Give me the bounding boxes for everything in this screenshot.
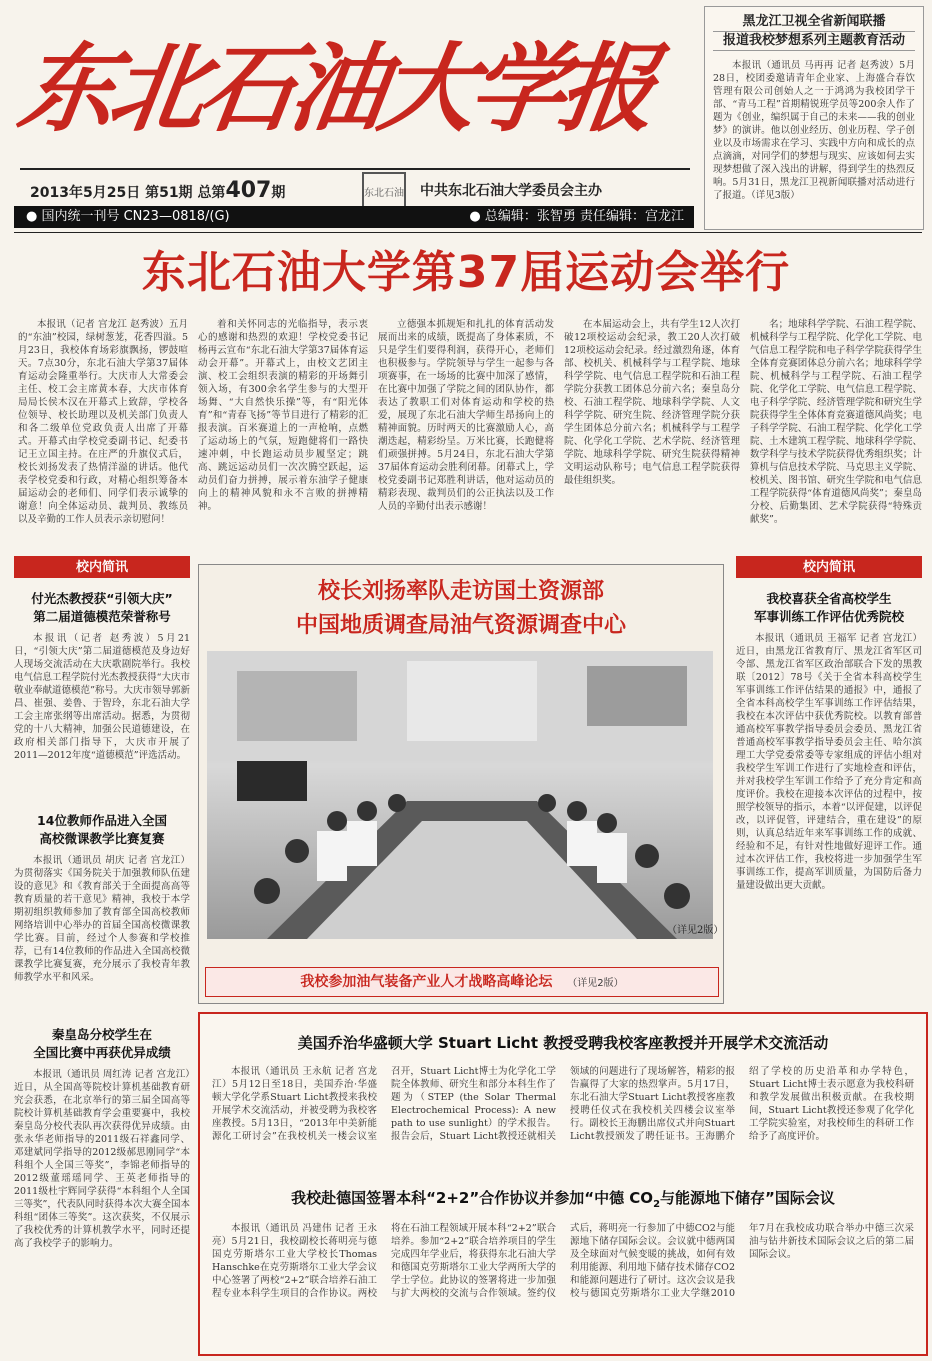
info-bar [14, 206, 694, 228]
germany-body: 本报讯（通讯员 冯建伟 记者 王永亮）5月21日，我校副校长蒋明亮与德国克劳斯塔尔工业大学校长Thomas Hanschke在克劳斯塔尔工业大学会议中心签署了两校“2+2”联合培养石油工程专业本科学生项目的合作协议。两校将在石油工程领域开展本科“2+2”联合培养。参加“2+2”联合培养项目的学生完成四年学业后，将获得东北石油大学和德国克劳斯塔尔工业大学两所大学的学士学位。此协议的签署将进一步加强与扩大两校的交流与合作领域。签约仪式后，蒋明亮一行参加了中德CO2与能源地下储存国际会议。会议就中德两国及全球面对气候变暖的挑战，如何有效利用能源、利用地下储存技术储存CO2和能源问题进行了研讨。这次会议是我校与德国克劳斯塔尔工业大学继2010年7月在我校成功联合举办中德三次采油与钻井新技术国际会议之后的第二届国际会议。 [212, 1223, 914, 1299]
dateline [30, 178, 285, 203]
photo-title-line2: 中国地质调查局油气资源调查中心 [295, 613, 626, 638]
top-right-teaser [704, 6, 924, 230]
left-item1-body: 本报讯（记者 赵秀波）5月21日，“引领大庆”第二届道德模范及身边好人现场交流活动在大庆歌剧院举行。我校电气信息工程学院付光杰教授获得“大庆市敬业奉献道德模范”称号。大庆市领导郭新昌、崔强、姜鲁、于智玲，东北石油大学工会主席张纲等出席活动。据悉，为贯彻党的十八大精神，加强公民道德建设，在政府相关部门指导下，大庆市开展了2011—2012年度“道德模范”评选活动。 [14, 633, 190, 761]
germany-headline: 我校赴德国签署本科“2+2”合作协议并参加“中德 $CO_2$与能源地下储存”国际会议 [291, 1189, 835, 1210]
sports-column-2 [198, 318, 368, 550]
forum-banner [205, 967, 719, 997]
meeting-photo [207, 651, 724, 939]
total-suffix: 期 [271, 185, 286, 201]
sports-column-4 [564, 318, 740, 550]
sports-column-3 [378, 318, 554, 550]
bottom-feature-box [198, 1012, 928, 1356]
sports-col4-text: 在本届运动会上，共有学生12人次打破12项校运动会纪录，教工20人次打破12项校运动会纪录。经过激烈角逐，体育部、校机关、机械科学与工程学院、地球科学学院、电气信息工程学院和石油工程学院分获教工团体总分前六名；秦皇岛分校、石油工程学院、地球科学学院、人文科学学院、研究生院、经济管理学院分获学生团体总分前六名；机械科学与工程学院、化学化工学院、艺术学院、经济管理学院、地球科学学院、研究生院获得精神文明运动队称号；电气信息工程学院获得最佳组织奖。 [564, 319, 740, 486]
teaser-title-line2: 报道我校梦想系列主题教育活动 [713, 32, 915, 51]
sports-col3-text: 立德强本抓规矩和扎扎的体育活动发展而出来的成绩，既提高了身体素质，不只是学生们要得利润，获得开心，老师们也积极参与。学院领导与学生一起参与各项赛事，在一场场的比赛中加深了感情，在比赛中加强了学院之间的团队协作，都表达了教职工们对体育运动和学校的热爱，展现了东北石油大学师生昂扬向上的精神面貌。历时两天的比赛激励人心，高潮迭起，精彩纷呈。万米比赛，长跑健将们顽强拼搏。5月24日，东北石油大学第37届体育运动会胜利闭幕。闭幕式上，学校党委副书记郑胜利讲话，他对运动员的精彩表现、裁判员们的公正执法以及工作人员的辛勤付出表示感谢！ [378, 319, 554, 512]
right-tab-label: 校内简讯 [736, 558, 922, 578]
sports-col2-text: 着和关怀同志的光临指导，表示衷心的感谢和热烈的欢迎！学校党委书记杨再云宣布“东北石油大学第37届体育运动会开幕”。开幕式上，由校文艺团主演、校工会组织表演的精彩的开场舞引领入场，有300余名学生参与的大型开场舞、“大自然快乐操”等，有“阳光体育”和“青春飞扬”等节目进行了精彩的汇报表演。百米赛道上的一声枪响，点燃了运动场上的气氛，短跑健将们一路快速冲刺，中长跑运动员步履坚定；跳高、跳远运动员们一次次腾空跃起，运动员们奋力拼搏，展示着东油学子健康向上的精神风貌和永不言败的拼搏精神。 [198, 319, 368, 512]
issue-number: 第51期 [145, 185, 193, 201]
teaser-title [705, 7, 923, 51]
teaser-body-text: 本报讯（通讯员 马再再 记者 赵秀波）5月28日，校团委邀请青年企业家、上海盛合春饮管理有限公司创始人之一于鸿鸿为我校团学干部、“青马工程”首期精锐班学员等200余人作了题为《创业，编织属于自己的未来——我的创业梦》的演讲。他以创业经历、创业历程、学子创业以及市场需求在学习、实践中方向和成长的点点滴滴，对同学们的梦想与现实、应该如何去实现梦想做了深入浅出的讲解，得到学生的热烈反响。5月31日，黑龙江卫视新闻联播对活动进行了报道。（详见3版） [713, 60, 915, 201]
right-news-column [736, 556, 922, 1006]
headline-rule [14, 232, 922, 233]
stuart-headline: 美国乔治华盛顿大学 Stuart Licht 教授受聘我校客座教授并开展学术交流活动 [297, 1034, 829, 1052]
right-item-body: 本报讯（通讯员 王福军 记者 宫龙江）近日，由黑龙江省教育厅、黑龙江省军区司令部、黑龙江省军区政治部联合下发的黑教联〔2012〕78号《关于全省本科高校学生军事训练工作评估结果的通报》中，通报了全省本科高校学生军事训练工作评估结果，我校在本次评估中获优秀院校。以教育部普通高校军事教学指导委员会委员、黑龙江省普通高校军事教学指导委员会主任、哈尔滨理工大学党委常委等专家组成的评估小组对我校学生军训工作进行了实地检查和评估，并对我校学生军训工作给予了充分肯定和高度评价。我校在迎接本次评估的过程中，按照学校领导的指示，本着“以评促建，以评促改，以评促管，评建结合，重在建设”的原则，认真总结近年来军事训练工作的成就、经验和不足，有针对性地做好迎评工作。通过本次评估工作，我校将进一步加强学生军事训练工作，提高军训质量，为国防后备力量建设做出更大贡献。 [736, 633, 922, 891]
photo-title [199, 575, 723, 643]
sports-column-1 [18, 318, 188, 550]
forum-banner-ref: （详见2版） [567, 978, 624, 989]
newspaper-logo: 东北石油大学报 [12, 32, 659, 145]
meeting-photo-illustration [207, 651, 724, 939]
right-item-title: 我校喜获全省高校学生 军事训练工作评估优秀院校 [753, 591, 904, 624]
total-number: 407 [225, 178, 272, 203]
serial-number: ● 国内统一刊号 CN23—0818/(G) [26, 209, 230, 224]
main-headline: 东北石油大学第37届运动会举行 [141, 247, 791, 298]
left-item2-body: 本报讯（通讯员 胡庆 记者 宫龙江）为贯彻落实《国务院关于加强教师队伍建设的意见》和《教育部关于全面提高高等教育质量的若干意见》精神，我校于本学期初组织教师参加了教育部全国高校教师网络培训中心举办的首届全国高校微课教学比赛。目前，经过个人参赛和学校推荐，已有14位教师的作品进入全国高校微课教学比赛复赛，充分展示了我校青年教师教学水平和风采。 [14, 855, 190, 983]
teaser-body [713, 59, 915, 227]
editor-credits: ● 总编辑：张智勇 责任编辑：宫龙江 [469, 209, 684, 224]
issue-date: 2013年5月25日 [30, 185, 141, 201]
photo-caption: （详见2版） [667, 925, 724, 936]
forum-banner-text: 我校参加油气装备产业人才战略高峰论坛 [300, 974, 553, 990]
photo-title-line1: 校长刘扬率队走访国土资源部 [317, 579, 604, 604]
stuart-body: 本报讯（通讯员 王永航 记者 宫龙江）5月12日至18日，美国乔治·华盛顿大学化学系Stuart Licht教授来我校开展学术交流活动，并被受聘为我校客座教授。5月13日，“2013年中美新能源化工研讨会”在我校机关一楼会议室召开，Stuart Licht博士为化学化工学院全体教师、研究生和部分本科生作了题为（STEP (the Solar Thermal Electrochemical Process): A new path to use sunlight）的学术报告。报告会后，Stuart Licht教授还就相关领域的问题进行了现场解答，精彩的报告赢得了大家的热烈掌声。5月17日，东北石油大学Stuart Licht教授客座教授聘任仪式在我校机关四楼会议室举行。副校长王海鹏出席仪式并向Stuart Licht教授颁发了聘任证书。王海鹏介绍了学校的历史沿革和办学特色，Stuart Licht博士表示愿意为我校科研和教学发展做出积极贡献。在我校期间，Stuart Licht教授还参观了化学化工学院实验室，对我校师生的科研工作给予了高度评价。 [212, 1066, 914, 1142]
sports-col5-text: 名；地球科学学院、石油工程学院、机械科学与工程学院、化学化工学院、电气信息工程学院和电子科学学院获得学生全体育竞赛团体总分前六名；地球科学学院、机械科学与工程学院、石油工程学院、化学化工学院、电气信息工程学院、电子科学学院、经济管理学院和研究生学院获得学生全体体育竞赛道德风尚奖；电子科学学院、石油工程学院、化学化工学院、土木建筑工程学院、地球科学学院、数学科学与技术学院获得优秀组织奖；计算机与信息技术学院、马克思主义学院、校机关、图书馆、研究生学院和电气信息工程学院获得“体育道德风尚奖”；秦皇岛分校、后勤集团、艺术学院获得“特殊贡献奖”。 [750, 319, 922, 525]
total-label: 总第 [197, 185, 226, 201]
left-tab-label: 校内简讯 [14, 558, 190, 578]
left-news-column [14, 556, 190, 1356]
sports-col1-text: 本报讯（记者 宫龙江 赵秀波）五月的“东油”校园，绿树葱茏，花香四溢。5月23日，我校体育场彩旗飘扬，锣鼓喧天。7点30分，东北石油大学第37届体育运动会隆重举行。大庆市人大常委会主任、校工会主席黄本春，大庆市体育局局长侯木汉在开幕式上致辞，学校各位领导、校长助理以及机关部门负责人和各二级单位党政负责人出席了开幕式。开幕式由学校党委副书记、纪委书记王立国主持。在庄严的升旗仪式后，校长刘扬发表了热情洋溢的讲话。他代表学校党委和行政，对精心组织筹备本届运动会的老师们、同学们表示诚挚的谢意！向全体运动员、裁判员、教练员以及辛勤的工作人员表示亲切慰问！ [18, 319, 188, 525]
masthead-rule [20, 168, 690, 170]
seal-emblem: 东北石油 [362, 172, 406, 216]
teaser-title-line1: 黑龙江卫视全省新闻联播 [713, 13, 915, 32]
left-item3-title: 秦皇岛分校学生在 全国比赛中再获优异成绩 [33, 1027, 171, 1060]
left-item2-title: 14位教师作品进入全国 高校微课教学比赛复赛 [37, 813, 167, 846]
left-item3-body: 本报讯（通讯员 周红涛 记者 宫龙江）近日，从全国高等院校计算机基础教育研究会获悉，在北京举行的第三届全国高等院校计算机基础教育学会重要赛中，我校秦皇岛分校代表队再次获得优异成绩。由张永华老师指导的2011级石祥鑫同学、邓建斌同学指导的2012级郝思刚同学“本科组个人全国三等奖”，李锦老师指导的2012级董瑶瑶同学、王英老师指导的2011级杜宇辉同学获得“本科组个人全国三等奖”，代表队同时获得本次大赛全国本科组“团体三等奖”。这次获奖，不仅展示了我校优秀的计算机教学水平，同时还提高了我校学子的影响力。 [14, 1069, 190, 1249]
sponsor-line: 中共东北石油大学委员会主办 [420, 183, 602, 199]
photo-feature-box [198, 564, 724, 1004]
sports-column-5 [750, 318, 922, 550]
left-item1-title: 付光杰教授获“引领大庆” 第二届道德模范荣誉称号 [31, 591, 173, 624]
